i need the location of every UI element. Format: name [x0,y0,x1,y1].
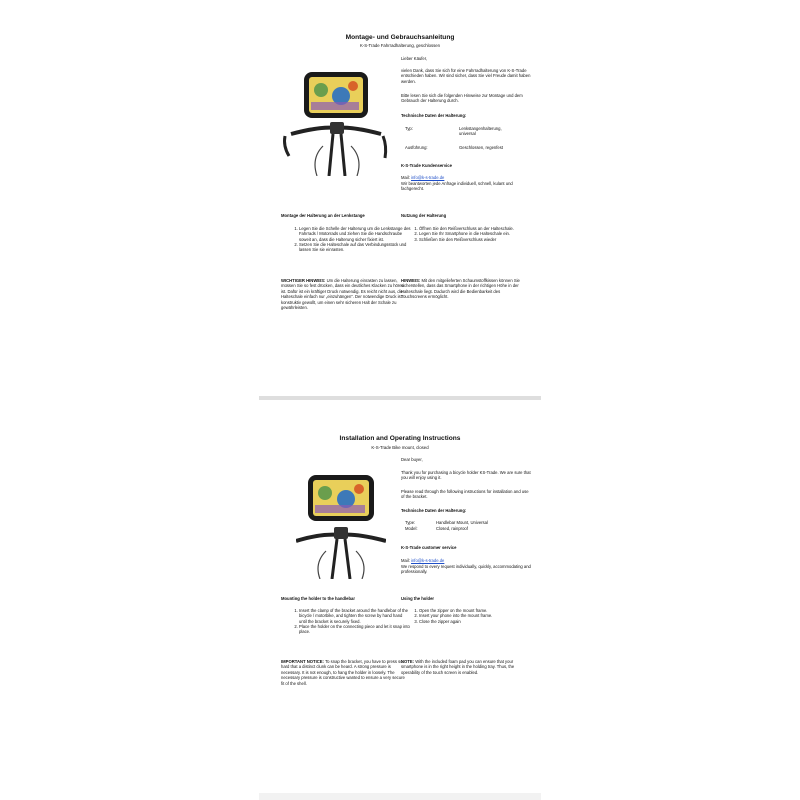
mount-steps-list [287,226,411,252]
note-label: IMPORTANT NOTICE: [281,659,324,664]
spec-type-value: Lenkstangenhalterung, universal [459,126,502,137]
mail-label: Mail: [401,558,410,563]
mount-note [281,659,406,686]
service-heading: K-S-Trade customer service [401,545,457,550]
use-heading: Nutzung der Halterung [401,213,447,218]
intro-paragraph: Thank you for purchasing a bicycle holder KS-Trade. We are sure that you will enjoy using it. [401,470,531,481]
greeting: Lieber Käufer, [401,56,428,61]
intro-paragraph: vielen Dank, dass Sie sich für eine Fahrradhalterung von K-S-Trade entschieden haben. Wir sind sicher, dass Sie viel Freude damit haben werden. [401,68,531,84]
mount-heading: Mounting the holder to the handlebar [281,596,355,601]
instructions-paragraph: Bitte lesen Sie sich die folgenden Hinweise zur Montage und dem Gebrauch der Halterung durch. [401,93,523,104]
use-steps-list [407,608,531,624]
service-mail [401,558,531,563]
use-heading: Using the holder [401,596,435,601]
use-note [401,659,526,675]
list-item: 2. Insert your phone into the mount frame. [419,613,531,618]
note-label: HINWEIS: [401,278,421,283]
mail-link[interactable]: info@k-s-trade.de [411,558,445,563]
bike-mount-photo [296,469,386,579]
list-item: 1. Open the zipper on the mount frame. [419,608,531,613]
use-note [401,278,526,300]
spec-model-value: Closed, rainproof [436,526,468,531]
bike-mount-photo [281,66,391,176]
page-subtitle: K-S-Trade Fahrradhalterung, geschlossen [359,43,441,48]
spec-model-label: Ausführung: [405,145,428,150]
list-item: 3. Close the zipper again [419,619,531,624]
note-text: To snap the bracket, you have to press so hard that a distinct clunk can be heard. A strong pressure is necessary. It is not enough, to hang the holder in loosely. The necessary pressure is constructive wanted to ensure a very secure fit of the shell. [281,659,405,686]
list-item: 1. Öffnen Sie den Reißverschluss an der Halteschale. [419,226,531,231]
list-item: 1. Legen Sie die Schelle der Halterung um die Lenkstange des Fahrrads / Motorrads und ziehen Sie die Handschraube soweit an, dass die Halterung sicher fixiert ist. [299,226,411,242]
mail-label: Mail: [401,175,410,180]
instruction-page-german [259,0,541,395]
page-title: Montage- und Gebrauchsanleitung [345,34,455,41]
use-steps-list [407,226,531,242]
list-item: 2. Setzen Sie die Halteschale auf das Verbindungsstück und lassen Sie sie einrasten. [299,242,411,253]
note-text: Mit den mitgelieferten Schaumstoffkissen können Sie sicherstellen, dass das Smartphone in der richtigen Höhe in der Halteschale liegt. Dadurch wird die Bedienbarkeit des Touchscreens ermöglicht. [401,278,520,300]
spec-heading: Technische Daten der Halterung: [401,508,467,513]
mount-note [281,278,406,310]
spec-type-value: Handlebar Mount, Universal [436,520,488,525]
mount-heading: Montage der Halterung an der Lenkstange [281,213,365,218]
list-item: 2. Place the holder on the connecting piece and let it snap into place. [299,624,411,635]
service-text: We respond to every request individually, quickly, accommodating and professionally. [401,564,531,575]
spec-model-value: Geschlossen, regenfest [459,145,503,150]
mail-link[interactable]: info@k-s-trade.de [411,175,445,180]
note-text: With the included foam pad you can ensure that your smartphone is in the right height in the holding tray. Thus, the operability of the touch screen is enabled. [401,659,515,675]
greeting: Dear buyer, [401,457,423,462]
list-item: 2. Legen Sie Ihr Smartphone in die Halteschale ein. [419,231,531,236]
note-label: WICHTIGER HINWEIS: [281,278,326,283]
page-separator [259,793,541,800]
service-heading: K-S-Trade Kundenservice [401,163,452,168]
note-label: NOTE: [401,659,415,664]
page-title: Installation and Operating Instructions [339,435,461,442]
instructions-paragraph: Please read through the following instructions for installation and use of the bracket. [401,489,529,500]
spec-type-label: Type: [405,520,416,525]
page-subtitle: K-S-Trade Bike mount, closed [371,445,429,450]
spec-type-label: Typ: [405,126,413,131]
note-text: Um die Halterung einrasten zu lassen, müssen Sie so fest drücken, dass ein deutliches Klacken zu hören ist. Dafür ist ein kräftiger Druck notwendig. Es reicht nicht aus, die Halteschale einfach nur „einzuhängen“. Der notwendige Druck ist konstruktiv gewollt, um einen sehr sicheren Halt der Schale zu gewährleisten. [281,278,404,311]
service-text: Wir beantworten jede Anfrage individuell, schnell, kulant und fachgerecht. [401,181,513,192]
service-mail [401,175,531,180]
spec-heading: Technische Daten der Halterung: [401,113,467,118]
spec-model-label: Model: [405,526,418,531]
list-item: 1. Insert the clamp of the bracket around the handlebar of the bicycle / motorbike, and tighten the screw by hand hand until the bracket is securely fixed. [299,608,411,624]
instruction-page-english [259,400,541,792]
mount-steps-list [287,608,411,634]
list-item: 3. Schließen Sie den Reißverschluss wieder [419,237,531,242]
